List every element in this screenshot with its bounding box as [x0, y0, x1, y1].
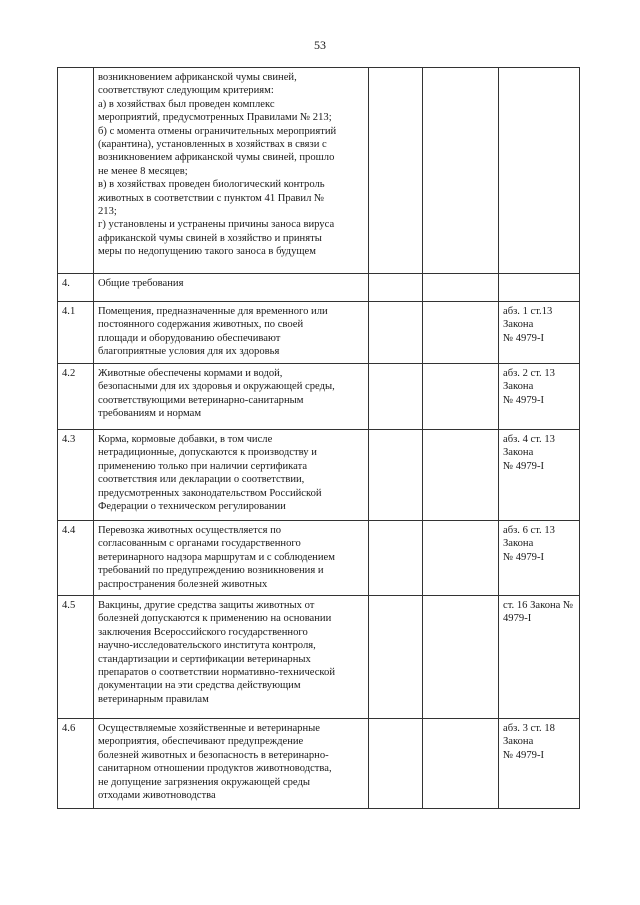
answer-cell-no — [423, 430, 499, 521]
item-number-cell — [58, 430, 94, 521]
legal-reference: ст. 16 Закона № 4979-I — [503, 600, 574, 625]
answer-cell-yes — [369, 719, 423, 809]
legal-reference: абз. 3 ст. 18 Закона № 4979-I — [503, 723, 555, 761]
legal-reference-cell — [499, 274, 580, 302]
legal-reference-cell — [499, 719, 580, 809]
answer-cell-yes — [369, 68, 423, 274]
requirement-cell — [94, 719, 369, 809]
answer-cell-yes — [369, 302, 423, 364]
answer-cell-no — [423, 719, 499, 809]
requirement-text: Корма, кормовые добавки, в том числе нетрадиционные, допускаются к производству и применению только при наличии сертификата соответствия или декларации о соответствии, предусмотренных законодательством Российской Федерации о техническом регулировании — [98, 434, 322, 513]
item-number: 4.1 — [62, 306, 76, 317]
answer-cell-no — [423, 274, 499, 302]
answer-cell-no — [423, 68, 499, 274]
requirement-cell — [94, 596, 369, 719]
answer-cell-yes — [369, 521, 423, 596]
answer-cell-no — [423, 596, 499, 719]
answer-cell-no — [423, 364, 499, 430]
legal-reference: абз. 1 ст.13 Закона № 4979-I — [503, 306, 553, 344]
requirement-cell — [94, 430, 369, 521]
item-number: 4.4 — [62, 525, 76, 536]
item-number-cell — [58, 596, 94, 719]
item-number-cell — [58, 68, 94, 274]
legal-reference-cell — [499, 430, 580, 521]
answer-cell-yes — [369, 364, 423, 430]
item-number-cell — [58, 521, 94, 596]
answer-cell-yes — [369, 596, 423, 719]
item-number-cell — [58, 302, 94, 364]
item-number: 4.5 — [62, 600, 76, 611]
requirement-text: Помещения, предназначенные для временного или постоянного содержания животных, по своей площади и оборудованию обеспечивают благоприятные условия для их здоровья — [98, 306, 328, 358]
section-title: Общие требования — [98, 278, 184, 289]
item-number: 4.2 — [62, 368, 76, 379]
table-row — [58, 430, 580, 521]
answer-cell-yes — [369, 274, 423, 302]
requirement-cell — [94, 68, 369, 274]
item-number-cell — [58, 719, 94, 809]
legal-reference: абз. 6 ст. 13 Закона № 4979-I — [503, 525, 555, 563]
table-row — [58, 274, 580, 302]
item-number: 4.6 — [62, 723, 76, 734]
requirements-table — [57, 67, 580, 809]
requirement-cell — [94, 302, 369, 364]
table-row — [58, 364, 580, 430]
legal-reference-cell — [499, 596, 580, 719]
requirement-text: Осуществляемые хозяйственные и ветеринарные мероприятия, обеспечивают предупреждение болезней животных и безопасность в ветеринарно- санитарном отношении продуктов животноводства, не допущение загрязнения окружающей среды отходами животноводства — [98, 723, 332, 802]
legal-reference: абз. 2 ст. 13 Закона № 4979-I — [503, 368, 555, 406]
legal-reference-cell — [499, 521, 580, 596]
section-title-cell — [94, 274, 369, 302]
section-number: 4. — [62, 278, 70, 289]
table-row — [58, 719, 580, 809]
legal-reference-cell — [499, 302, 580, 364]
requirement-text: Животные обеспечены кормами и водой, безопасными для их здоровья и окружающей среды, соответствующими ветеринарно-санитарным требованиям и нормам — [98, 368, 335, 420]
requirement-text: Вакцины, другие средства защиты животных от болезней допускаются к применению на основании заключения Всероссийского государственного научно-исследовательского института контроля, стандартизации и сертификации ветеринарных препаратов о соответствии нормативно-технической документации на эти средства действующим ветеринарным правилам — [98, 600, 336, 705]
section-number-cell — [58, 274, 94, 302]
legal-reference: абз. 4 ст. 13 Закона № 4979-I — [503, 434, 555, 472]
legal-reference-cell — [499, 364, 580, 430]
requirement-cell — [94, 364, 369, 430]
requirement-text: возникновением африканской чумы свиней, соответствуют следующим критериям: а) в хозяйствах был проведен комплекс мероприятий, предусмотренных Правилами № 213; б) с момента отмены ограничительных мероприятий (карантина), установленных в хозяйствах в связи с возникновением африканской чумы свиней, прошло не менее 8 месяцев; в) в хозяйствах проведен биологический контроль животных в соответствии с пунктом 41 Правил № 213; г) установлены и устранены причины заноса вируса африканской чумы свиней в хозяйство и приняты меры по недопущению такого заноса в будущем — [98, 72, 337, 258]
table-row — [58, 521, 580, 596]
table-row — [58, 596, 580, 719]
legal-reference-cell — [499, 68, 580, 274]
answer-cell-yes — [369, 430, 423, 521]
requirement-cell — [94, 521, 369, 596]
table-row — [58, 68, 580, 274]
answer-cell-no — [423, 302, 499, 364]
answer-cell-no — [423, 521, 499, 596]
item-number: 4.3 — [62, 434, 76, 445]
item-number-cell — [58, 364, 94, 430]
page-number: 53 — [314, 38, 326, 52]
requirement-text: Перевозка животных осуществляется по согласованным с органами государственного ветеринарного надзора маршрутам и с соблюдением требований по предупреждению возникновения и распространения болезней животных — [98, 525, 335, 590]
table-row — [58, 302, 580, 364]
